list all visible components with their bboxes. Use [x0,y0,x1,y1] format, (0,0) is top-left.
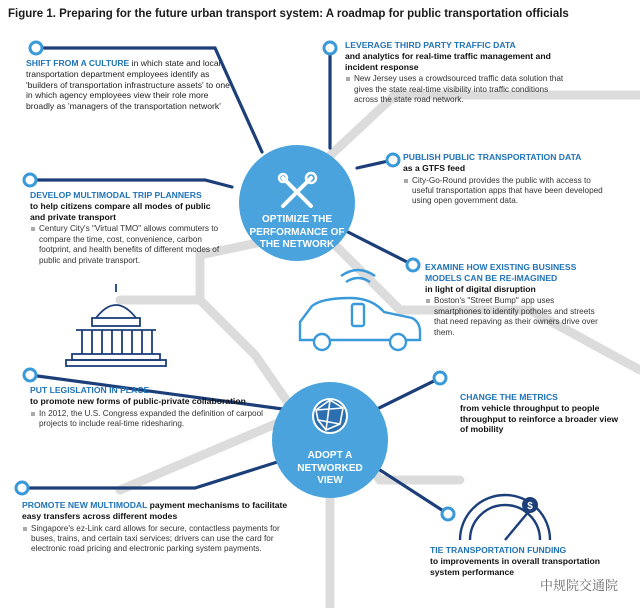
item-transportation-funding: TIE TRANSPORTATION FUNDING to improvements in overall transportation system performance [430,545,600,577]
item-publish-data: PUBLISH PUBLIC TRANSPORTATION DATA as a GTFS feed City-Go-Round provides the public with access to useful transportation apps that have been developed using open government data. [403,152,603,206]
item-trip-planners: DEVELOP MULTIMODAL TRIP PLANNERS to help citizens compare all modes of public and private transport Century City's "Virtual TMO" allows commuters to compare the time, cost, convenience, carbon footprint, and health benefits of different modes of public and private transport. [30,190,220,265]
item-change-metrics: CHANGE THE METRICS from vehicle throughput to people throughput to reinforce a broader view of mobility [460,392,619,435]
watermark: 中规院交通院 [539,578,618,593]
hub-adopt-label: ADOPT A NETWORKED VIEW [297,450,363,486]
item-legislation: PUT LEGISLATION IN PLACE to promote new forms of public-private collaboration In 2012, the U.S. Congress expanded the definition of carpool projects to include real-time ridesharing. [30,385,265,429]
item-business-models: EXAMINE HOW EXISTING BUSINESS MODELS CAN BE RE-IMAGINED in light of digital disruption Boston's "Street Bump" app uses smartphones to identify potholes and streets that need repaving as their owners drive over them. [425,262,601,338]
hub-optimize-label: OPTIMIZE THE PERFORMANCE OF THE NETWORK [249,214,345,250]
item-shift-culture: SHIFT FROM A CULTURE in which state and local transportation department employees identify as 'builders of transportation infrastructure assets' to one in which agency employees view their role more broadly as 'managers of the transportation network' [26,58,230,112]
item-third-party-data: LEVERAGE THIRD PARTY TRAFFIC DATA and analytics for real-time traffic management and incident response New Jersey uses a crowdsourced traffic data solution that gives the state real-time visibility into traffic conditions across the state road network. [345,40,570,106]
dollar-icon [522,497,538,513]
figure-title: Figure 1. Preparing for the future urban transport system: A roadmap for public transportation officials [8,8,569,20]
svg-text:$: $ [527,501,533,512]
globe-icon [313,399,347,433]
connector-caps [16,42,454,520]
item-multimodal-payment: PROMOTE NEW MULTIMODAL payment mechanisms to facilitate easy transfers across different modes Singapore's ez-Link card allows for secure, contactless payments for buses, trains, and certain taxi services; drivers can use the card for electronic road pricing and electronic parking system payments. [22,500,292,555]
